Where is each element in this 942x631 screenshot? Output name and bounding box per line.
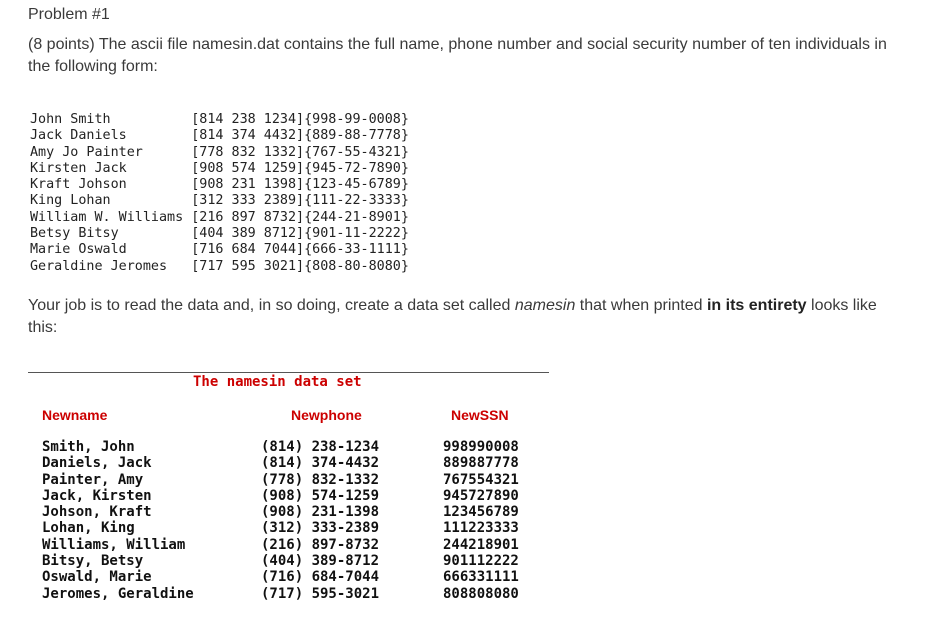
ssn-cell: 111223333 (443, 520, 519, 537)
name-cell: Oswald, Marie (42, 569, 152, 586)
ssn-cell: 767554321 (443, 471, 519, 488)
raw-data-listing (30, 112, 409, 275)
output-title: The namesin data set (193, 374, 362, 390)
phone-cell: (814) 374-4432 (261, 455, 380, 472)
raw-record: King Lohan [312 333 2389]{111-22-3333} (30, 193, 409, 209)
job-middle: that when printed (575, 297, 707, 314)
job-emphasis: in its entirety (706, 297, 807, 314)
raw-record: William W. Williams [216 897 8732]{244-21-8901} (30, 209, 409, 225)
raw-record: Amy Jo Painter [778 832 1332]{767-55-4321} (30, 144, 409, 160)
problem-title: Problem #1 (28, 6, 110, 23)
raw-record: Jack Daniels [814 374 4432]{889-88-7778} (30, 128, 409, 144)
job-prefix: Your job is to read the data and, in so doing, create a data set called (28, 297, 515, 314)
phone-cell: (216) 897-8732 (261, 536, 380, 553)
name-cell: Painter, Amy (42, 471, 144, 488)
ssn-cell: 244218901 (443, 536, 519, 553)
name-cell: Daniels, Jack (42, 455, 152, 472)
ssn-cell: 945727890 (443, 487, 519, 504)
phone-cell: (778) 832-1332 (261, 471, 380, 488)
column-header-newname: Newname (42, 407, 108, 423)
raw-record: Betsy Bitsy [404 389 8712]{901-11-2222} (30, 226, 409, 242)
phone-cell: (908) 231-1398 (261, 504, 380, 521)
name-cell: Johson, Kraft (42, 504, 152, 521)
ssn-cell: 123456789 (443, 504, 519, 521)
column-header-newphone: Newphone (291, 407, 362, 423)
name-cell: Smith, John (42, 439, 135, 455)
name-cell: Williams, William (42, 536, 186, 553)
name-cell: Jack, Kirsten (42, 487, 152, 504)
job-suffix: looks like this: (28, 297, 877, 336)
ssn-cell: 808808080 (443, 585, 519, 602)
phone-cell: (814) 238-1234 (261, 439, 380, 455)
phone-cell: (404) 389-8712 (261, 553, 380, 570)
newname-column (42, 439, 194, 602)
raw-record: Marie Oswald [716 684 7044]{666-33-1111} (30, 242, 409, 258)
name-cell: Lohan, King (42, 520, 135, 537)
phone-cell: (717) 595-3021 (261, 585, 380, 602)
newssn-column (443, 439, 519, 602)
dataset-name: namesin (514, 297, 576, 314)
name-cell: Jeromes, Geraldine (42, 585, 194, 602)
ssn-cell: 666331111 (443, 569, 519, 586)
ssn-cell: 901112222 (443, 553, 519, 570)
phone-cell: (908) 574-1259 (261, 487, 380, 504)
newphone-column (261, 439, 379, 602)
ssn-cell: 889887778 (443, 455, 519, 472)
problem-intro: (8 points) The ascii file namesin.dat contains the full name, phone number and social security number of ten individuals in the following form: (28, 36, 887, 75)
raw-record: Geraldine Jeromes [717 595 3021]{808-80-8080} (30, 258, 409, 274)
raw-record: John Smith [814 238 1234]{998-99-0008} (30, 112, 409, 127)
column-header-newssn: NewSSN (451, 407, 509, 423)
raw-record: Kraft Johson [908 231 1398]{123-45-6789} (30, 177, 409, 193)
output-divider (28, 372, 549, 373)
name-cell: Bitsy, Betsy (42, 553, 144, 570)
raw-record: Kirsten Jack [908 574 1259]{945-72-7890} (30, 160, 409, 176)
job-description (28, 295, 888, 339)
phone-cell: (716) 684-7044 (261, 569, 380, 586)
phone-cell: (312) 333-2389 (261, 520, 380, 537)
ssn-cell: 998990008 (443, 439, 519, 455)
